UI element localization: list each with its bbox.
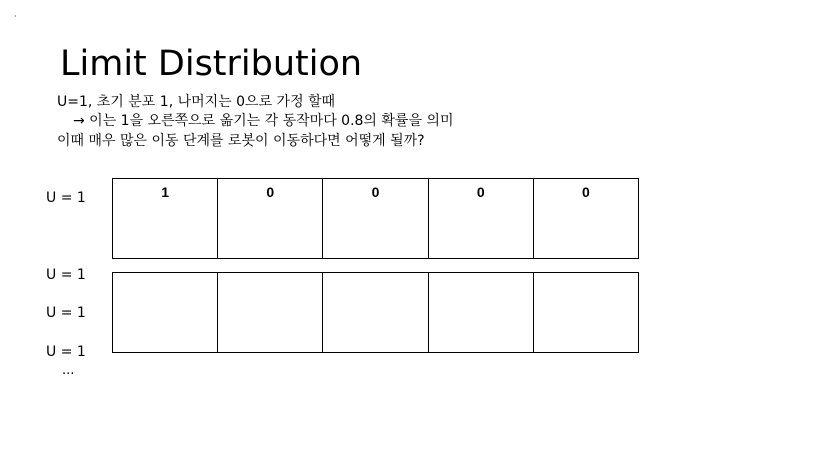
body-line-question: 이때 매우 많은 이동 단계를 로봇이 이동하다면 어떻게 될까?: [57, 133, 425, 149]
row-label-top-grid: U = 1: [46, 190, 86, 206]
grid-cell: [323, 273, 428, 352]
grid-cell: 0: [323, 179, 428, 258]
slide-corner-mark: ·: [14, 12, 17, 21]
grid-cell: 0: [429, 179, 534, 258]
grid-cell: [534, 273, 638, 352]
body-line-meaning: → 이는 1을 오른쪽으로 옮기는 각 동작마다 0.8의 확률을 의미: [73, 113, 454, 129]
row-label-step-1: U = 1: [46, 267, 86, 283]
slide-title: Limit Distribution: [60, 44, 363, 84]
grid-cell: 0: [582, 184, 590, 200]
body-line-assumption: U=1, 초기 분포 1, 나머지는 0으로 가정 할때: [57, 94, 336, 110]
grid-cell: 1: [113, 179, 218, 258]
grid-cell: [218, 273, 323, 352]
grid-cell: 0: [218, 179, 323, 258]
initial-distribution-grid: [112, 178, 639, 259]
limit-distribution-grid: [112, 272, 639, 353]
grid-cell: [429, 273, 534, 352]
row-label-step-2: U = 1: [46, 305, 86, 321]
ellipsis-text: ...: [62, 363, 75, 378]
row-label-step-3: U = 1: [46, 344, 86, 360]
grid-cell: [113, 273, 218, 352]
